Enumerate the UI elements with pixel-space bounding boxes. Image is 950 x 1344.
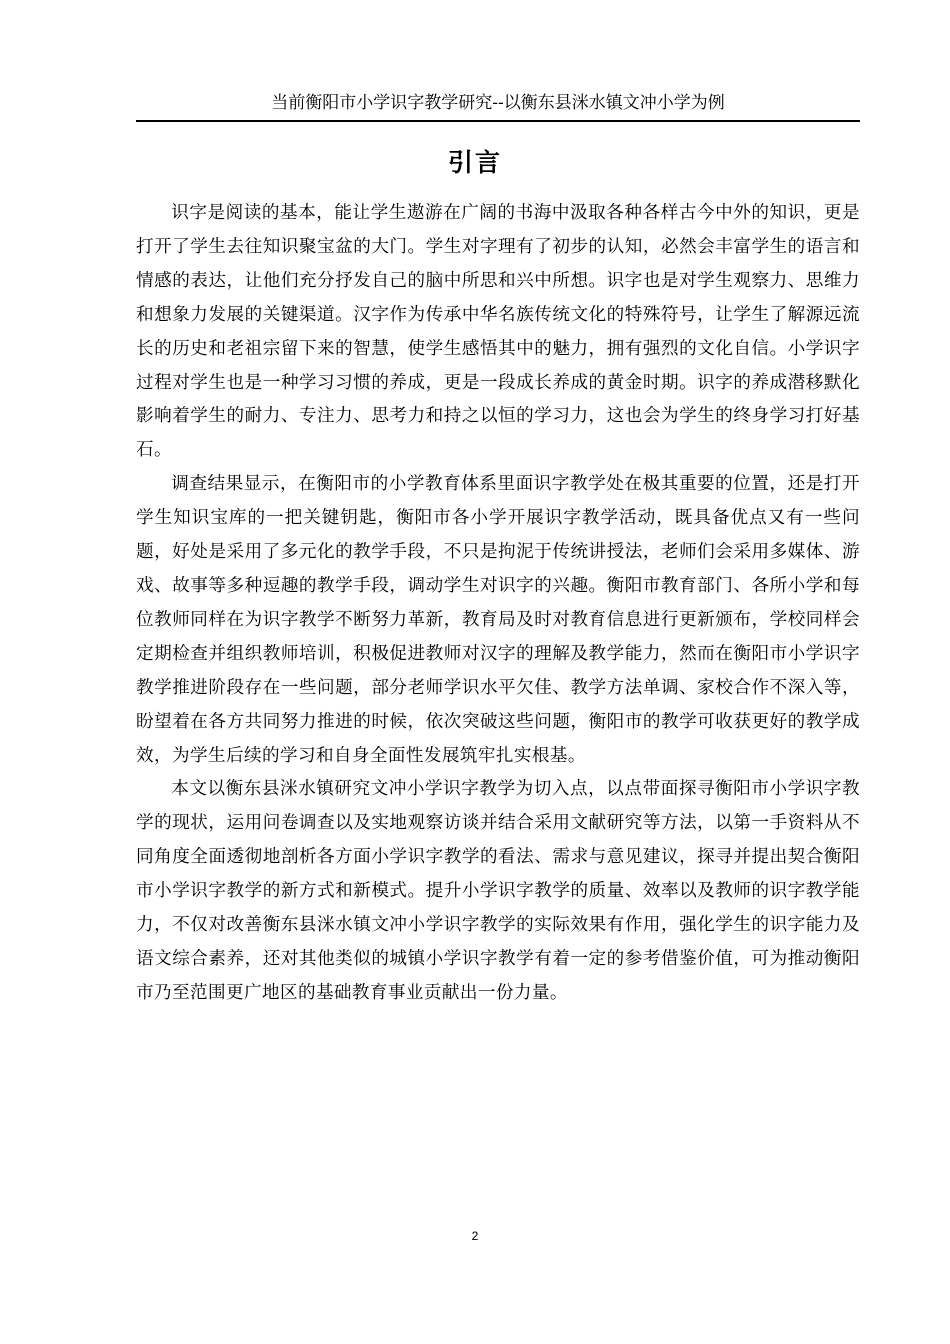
paragraph-3: 本文以衡东县洣水镇研究文冲小学识字教学为切入点，以点带面探寻衡阳市小学识字教学的现状，运用问卷调查以及实地观察访谈并结合采用文献研究等方法，以第一手资料从不同角度全面透彻地剖析各方面小学识字教学的看法、需求与意见建议，探寻并提出契合衡阳市小学识字教学的新方式和新模式。提升小学识字教学的质量、效率以及教师的识字教学能力，不仅对改善衡东县洣水镇文冲小学识字教学的实际效果有作用，强化学生的识字能力及语文综合素养，还对其他类似的城镇小学识字教学有着一定的参考借鉴价值，可为推动衡阳市乃至范围更广地区的基础教育事业贡献出一份力量。 [136, 779, 860, 1003]
page-number: 2 [471, 1229, 479, 1243]
section-title: 引言 [447, 148, 502, 177]
paragraph-2: 调查结果显示，在衡阳市的小学教育体系里面识字教学处在极其重要的位置，还是打开学生知识宝库的一把关键钥匙，衡阳市各小学开展识字教学活动，既具备优点又有一些问题，好处是采用了多元化的教学手段，不只是拘泥于传统讲授法，老师们会采用多媒体、游戏、故事等多种逗趣的教学手段，调动学生对识字的兴趣。衡阳市教育部门、各所小学和每位教师同样在为识字教学不断努力革新，教育局及时对教育信息进行更新颁布，学校同样会定期检查并组织教师培训，积极促进教师对汉字的理解及教学能力，然而在衡阳市小学识字教学推进阶段存在一些问题，部分老师学识水平欠佳、教学方法单调、家校合作不深入等，盼望着在各方共同努力推进的时候，依次突破这些问题，衡阳市的教学可收获更好的教学成效，为学生后续的学习和自身全面性发展筑牢扎实根基。 [136, 474, 860, 766]
running-header [136, 88, 860, 122]
body-text [136, 197, 860, 1011]
paragraph-1: 识字是阅读的基本，能让学生遨游在广阔的书海中汲取各种各样古今中外的知识，更是打开了学生去往知识聚宝盆的大门。学生对字理有了初步的认知，必然会丰富学生的语言和情感的表达，让他们充分抒发自己的脑中所思和兴中所想。识字也是对学生观察力、思维力和想象力发展的关键渠道。汉字作为传承中华名族传统文化的特殊符号，让学生了解源远流长的历史和老祖宗留下来的智慧，使学生感悟其中的魅力，拥有强烈的文化自信。小学识字过程对学生也是一种学习习惯的养成，更是一段成长养成的黄金时期。识字的养成潜移默化影响着学生的耐力、专注力、思考力和持之以恒的学习力，这也会为学生的终身学习打好基石。 [136, 203, 860, 461]
running-header-title: 当前衡阳市小学识字教学研究--以衡东县洣水镇文冲小学为例 [271, 93, 725, 113]
